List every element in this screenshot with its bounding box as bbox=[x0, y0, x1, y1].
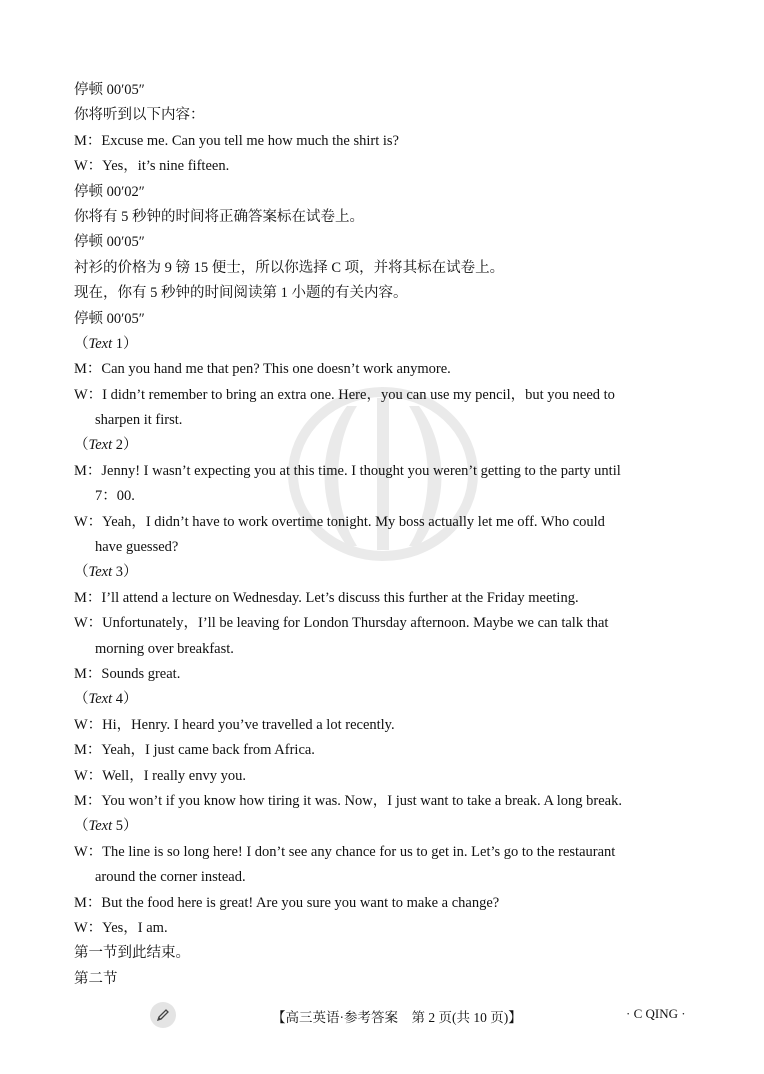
script-line: W：Unfortunately，I’ll be leaving for London Thursday afternoon. Maybe we can talk that bbox=[74, 615, 609, 632]
script-line: M：But the food here is great! Are you sure you want to make a change? bbox=[74, 894, 500, 911]
text-label-word: Text bbox=[88, 437, 113, 454]
text-section-label: （Text 3） bbox=[74, 564, 138, 581]
script-line: M：Jenny! I wasn’t expecting you at this time. I thought you weren’t getting to the party until bbox=[74, 462, 621, 479]
text-label-number: 2） bbox=[112, 437, 138, 454]
script-line: 停顿 00′05″ bbox=[74, 234, 145, 251]
script-line: 停顿 00′05″ bbox=[74, 82, 145, 98]
script-line: 7：00. bbox=[95, 488, 135, 505]
script-line: 停顿 00′05″ bbox=[74, 310, 145, 327]
script-line: M：I’ll attend a lecture on Wednesday. Let’s discuss this further at the Friday meeting. bbox=[74, 589, 579, 606]
script-line: M：Excuse me. Can you tell me how much the shirt is? bbox=[74, 132, 399, 149]
text-section-label: （Text 4） bbox=[74, 691, 138, 708]
text-label-word: Text bbox=[88, 691, 113, 708]
script-line: W：The line is so long here! I don’t see any chance for us to get in. Let’s go to the restaurant bbox=[74, 843, 616, 860]
script-line: W：Well，I really envy you. bbox=[74, 767, 246, 784]
script-line: around the corner instead. bbox=[95, 869, 246, 886]
script-line: W：Yes，I am. bbox=[74, 919, 168, 936]
script-line: M：Can you hand me that pen? This one doesn’t work anymore. bbox=[74, 361, 451, 378]
text-section-label: （Text 2） bbox=[74, 437, 138, 454]
text-label-number: 5） bbox=[112, 818, 138, 835]
script-line: W：Yes，it’s nine fifteen. bbox=[74, 158, 230, 175]
script-line: 现在，你有 5 秒钟的时间阅读第 1 小题的有关内容。 bbox=[74, 285, 408, 302]
script-line: 你将听到以下内容： bbox=[74, 107, 205, 124]
text-section-label: （Text 1） bbox=[74, 335, 138, 352]
text-label-word: Text bbox=[88, 335, 113, 352]
text-label-word: Text bbox=[88, 818, 113, 835]
script-line: 衬衫的价格为 9 镑 15 便士，所以你选择 C 项，并将其标在试卷上。 bbox=[74, 259, 505, 276]
text-label-number: 1） bbox=[112, 335, 138, 352]
script-line: 第一节到此结束。 bbox=[74, 945, 190, 962]
pencil-icon bbox=[150, 1002, 176, 1028]
script-line: M：Sounds great. bbox=[74, 665, 181, 682]
script-line: 第二节 bbox=[74, 970, 118, 987]
script-line: M：You won’t if you know how tiring it was. Now，I just want to take a break. A long break. bbox=[74, 792, 622, 809]
footer-code: · C QING · bbox=[626, 1006, 686, 1021]
text-section-label: （Text 5） bbox=[74, 818, 138, 835]
footer-page-info: 【高三英语·参考答案 第 2 页(共 10 页)】 bbox=[272, 1010, 522, 1025]
text-label-word: Text bbox=[88, 564, 113, 581]
script-line: W：I didn’t remember to bring an extra one. Here，you can use my pencil，but you need to bbox=[74, 386, 615, 403]
script-line: 停顿 00′02″ bbox=[74, 183, 145, 200]
answer-script-text bbox=[74, 78, 694, 992]
script-line: M：Yeah，I just came back from Africa. bbox=[74, 742, 315, 759]
text-label-number: 3） bbox=[112, 564, 138, 581]
script-line: sharpen it first. bbox=[95, 412, 183, 429]
script-line: morning over breakfast. bbox=[95, 640, 234, 657]
text-label-number: 4） bbox=[112, 691, 138, 708]
script-line: have guessed? bbox=[95, 539, 179, 556]
page-footer bbox=[0, 1002, 764, 1030]
script-line: W：Yeah，I didn’t have to work overtime tonight. My boss actually let me off. Who could bbox=[74, 513, 605, 530]
script-line: 你将有 5 秒钟的时间将正确答案标在试卷上。 bbox=[74, 208, 364, 225]
script-line: W：Hi，Henry. I heard you’ve travelled a lot recently. bbox=[74, 716, 395, 733]
